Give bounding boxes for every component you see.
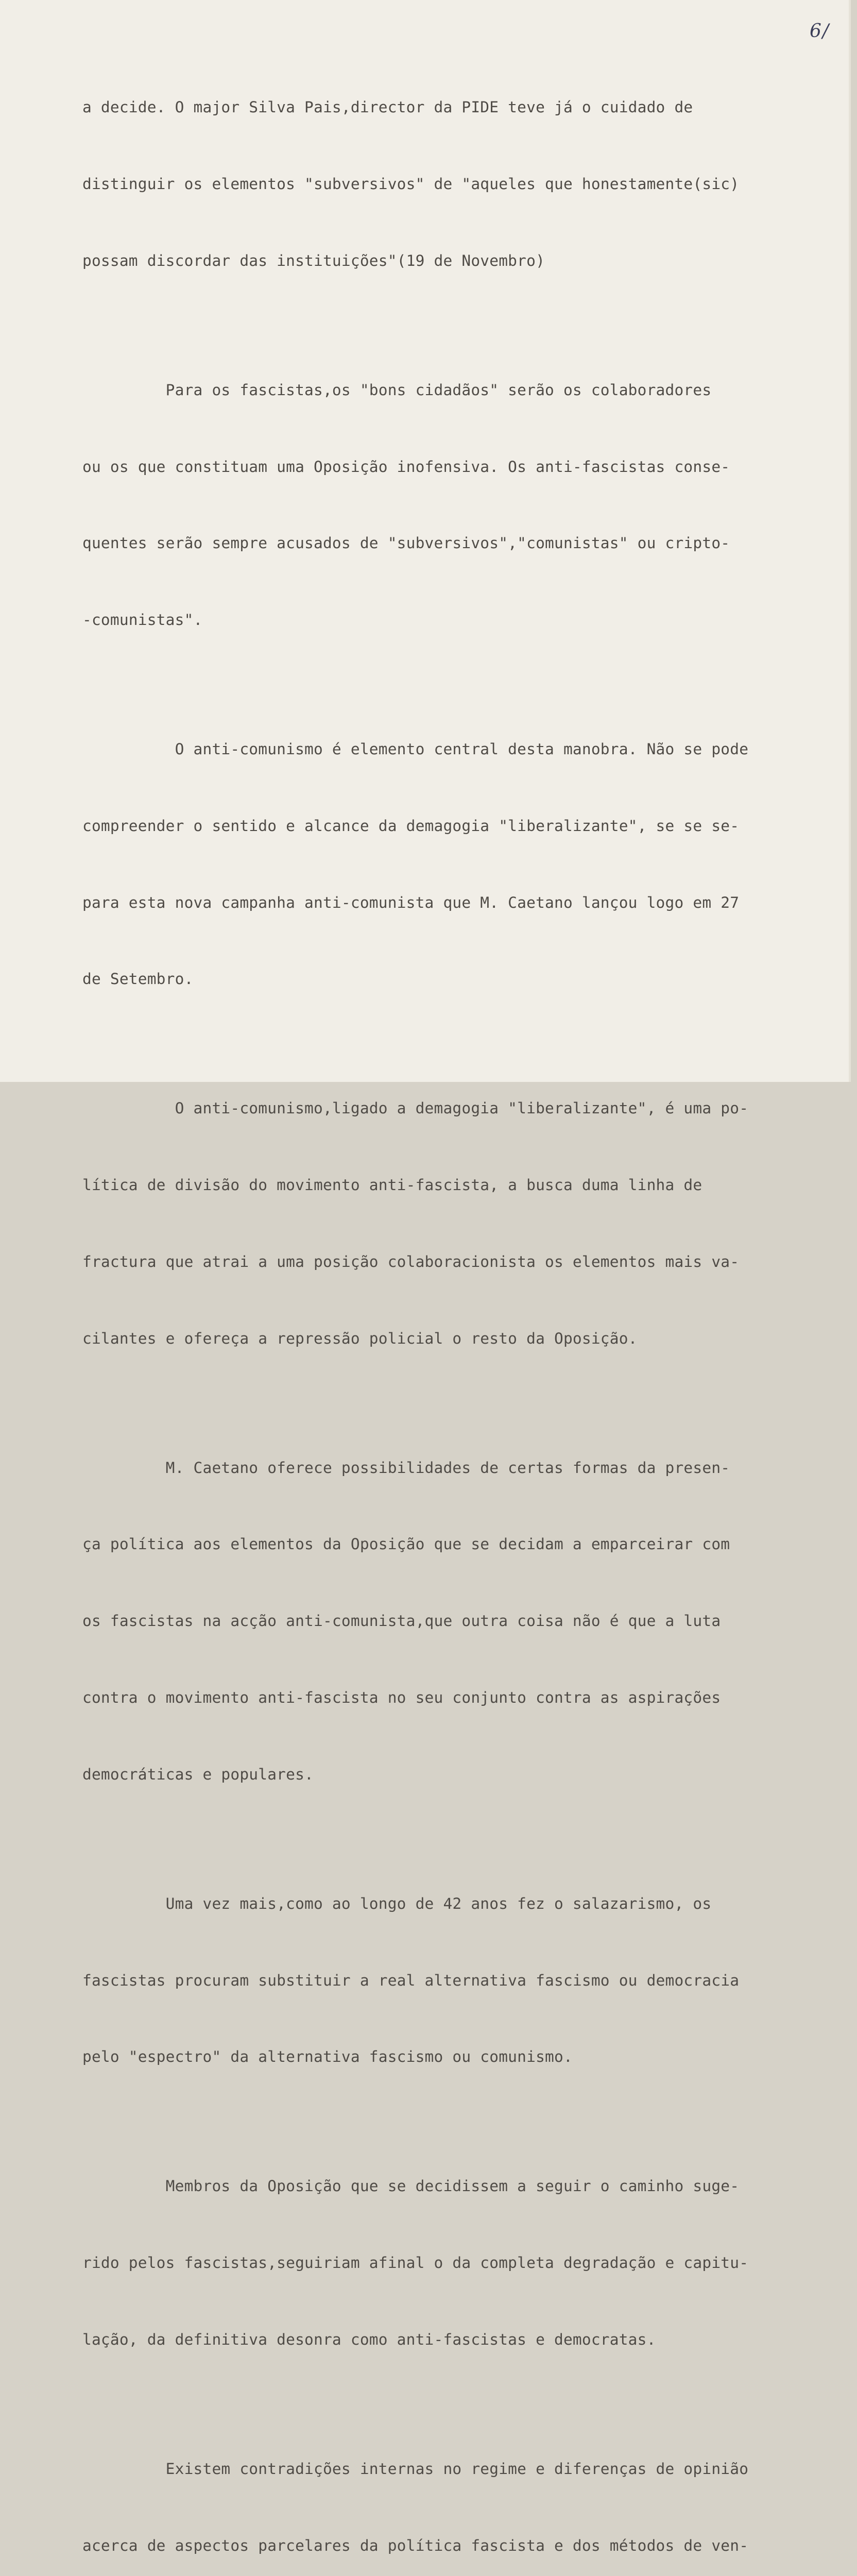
text-line: fractura que atrai a uma posição colaboracionista os elementos mais va- [82,1252,740,1270]
text-line: O anti-comunismo,ligado a demagogia "liberalizante", é uma po- [82,1099,749,1117]
text-line: M. Caetano oferece possibilidades de certas formas da presen- [82,1459,730,1477]
text-line: lação, da definitiva desonra como anti-fascistas e democratas. [82,2330,656,2348]
text-line: democráticas e populares. [82,1765,314,1783]
text-line: Existem contradições internas no regime e diferenças de opinião [82,2460,749,2478]
text-line: O anti-comunismo é elemento central desta manobra. Não se pode [82,740,749,758]
text-line: rido pelos fascistas,seguiriam afinal o da completa degradação e capitu- [82,2254,749,2272]
text-line: para esta nova campanha anti-comunista que M. Caetano lançou logo em 27 [82,893,740,911]
text-line: Para os fascistas,os "bons cidadãos" serão os colaboradores [82,381,712,399]
text-line: lítica de divisão do movimento anti-fascista, a busca duma linha de [82,1176,702,1194]
text-line: Uma vez mais,como ao longo de 42 anos fez o salazarismo, os [82,1894,712,1912]
text-line: contra o movimento anti-fascista no seu conjunto contra as aspirações [82,1689,721,1706]
text-line: ça política aos elementos da Oposição que se decidam a emparceirar com [82,1535,730,1553]
text-line: fascistas procuram substituir a real alternativa fascismo ou democracia [82,1971,740,1989]
text-line: acerca de aspectos parcelares da política fascista e dos métodos de ven- [82,2536,749,2554]
text-line: pelo "espectro" da alternativa fascismo ou comunismo. [82,2048,573,2066]
page-number: 6/ [810,21,830,42]
text-line: -comunistas". [82,611,203,629]
text-line: cilantes e ofereça a repressão policial o resto da Oposição. [82,1329,638,1347]
text-line: compreender o sentido e alcance da demagogia "liberalizante", se se se- [82,817,740,835]
text-line: ou os que constituam uma Oposição inofensiva. Os anti-fascistas conse- [82,457,730,476]
text-line: distinguir os elementos "subversivos" de "aqueles que honestamente(sic) [82,175,740,193]
text-line: de Setembro. [82,970,194,988]
text-line: Membros da Oposição que se decidissem a seguir o caminho suge- [82,2177,740,2195]
text-line: quentes serão sempre acusados de "subversivos","comunistas" ou cripto- [82,534,730,552]
text-line: a decide. O major Silva Pais,director da PIDE teve já o cuidado de [82,98,693,116]
text-line: os fascistas na acção anti-comunista,que outra coisa não é que a luta [82,1612,721,1630]
text-line: possam discordar das instituições"(19 de Novembro) [82,251,545,269]
typewritten-body [82,44,841,2576]
